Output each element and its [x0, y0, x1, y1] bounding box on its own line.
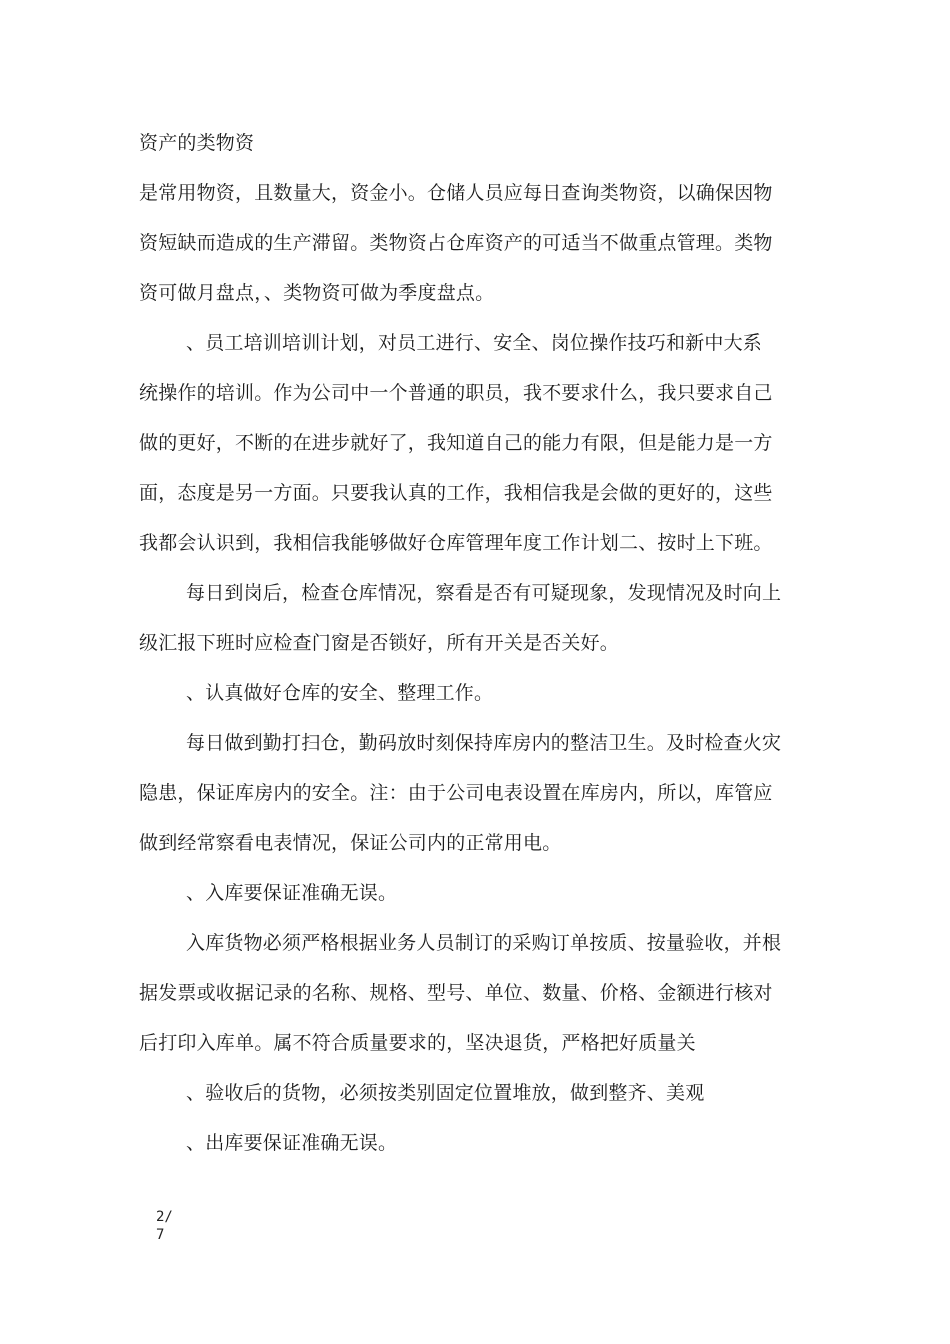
page-number-total: 7	[156, 1227, 165, 1243]
text-line-10: 每日到岗后，检查仓库情况，察看是否有可疑现象，发现情况及时向上	[186, 582, 782, 604]
text-line-5: 、员工培训培训计划，对员工进行、安全、岗位操作技巧和新中大系	[186, 332, 763, 354]
text-line-11: 级汇报下班时应检查门窗是否锁好，所有开关是否关好。	[139, 632, 620, 654]
text-line-8: 面，态度是另一方面。只要我认真的工作，我相信我是会做的更好的，这些	[139, 482, 773, 504]
text-line-1: 资产的类物资	[139, 132, 255, 154]
text-line-19: 后打印入库单。属不符合质量要求的，坚决退货，严格把好质量关	[139, 1032, 696, 1054]
text-line-21: 、出库要保证准确无误。	[186, 1132, 398, 1154]
page-number	[156, 1208, 173, 1244]
text-line-9: 我都会认识到，我相信我能够做好仓库管理年度工作计划二、按时上下班。	[139, 532, 773, 554]
page-number-current: 2/	[156, 1209, 173, 1225]
text-line-7: 做的更好，不断的在进步就好了，我知道自己的能力有限，但是能力是一方	[139, 432, 773, 454]
text-line-18: 据发票或收据记录的名称、规格、型号、单位、数量、价格、金额进行核对	[139, 982, 773, 1004]
text-line-2: 是常用物资，且数量大，资金小。仓储人员应每日查询类物资，以确保因物	[139, 182, 773, 204]
text-line-6: 统操作的培训。作为公司中一个普通的职员，我不要求什么，我只要求自己	[139, 382, 773, 404]
text-line-12: 、认真做好仓库的安全、整理工作。	[186, 682, 494, 704]
text-line-13: 每日做到勤打扫仓，勤码放时刻保持库房内的整洁卫生。及时检查火灾	[186, 732, 782, 754]
text-line-20: 、验收后的货物，必须按类别固定位置堆放，做到整齐、美观	[186, 1082, 705, 1104]
text-line-3: 资短缺而造成的生产滞留。类物资占仓库资产的可适当不做重点管理。类物	[139, 232, 773, 254]
text-line-17: 入库货物必须严格根据业务人员制订的采购订单按质、按量验收，并根	[186, 932, 782, 954]
text-line-14: 隐患，保证库房内的安全。注：由于公司电表设置在库房内，所以，库管应	[139, 782, 773, 804]
text-line-15: 做到经常察看电表情况，保证公司内的正常用电。	[139, 832, 562, 854]
text-line-16: 、入库要保证准确无误。	[186, 882, 398, 904]
text-line-4: 资可做月盘点，、类物资可做为季度盘点。	[139, 282, 495, 304]
